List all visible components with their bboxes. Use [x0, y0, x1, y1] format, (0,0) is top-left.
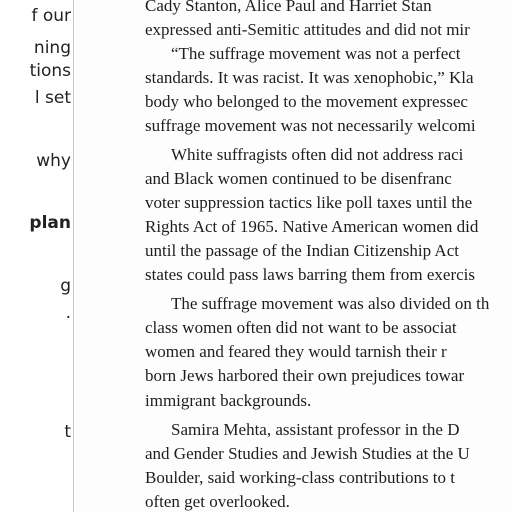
body-text-line: class women often did not want to be associat [145, 318, 457, 337]
left-page-line: why [36, 151, 71, 171]
body-text-line: born Jews harbored their own prejudices towar [145, 366, 465, 385]
body-text-line: voter suppression tactics like poll taxes until the [145, 193, 473, 212]
body-text-line: suffrage movement was not necessarily welcomi [145, 116, 476, 135]
paragraph-first-line: “The suffrage movement was not a perfect [171, 44, 461, 63]
body-text-line: women and feared they would tarnish their r [145, 342, 447, 361]
left-page-line: g [60, 276, 71, 296]
body-text-line: Cady Stanton, Alice Paul and Harriet Stan [145, 0, 432, 15]
paragraph-first-line: Samira Mehta, assistant professor in the D [171, 420, 460, 439]
body-text-line: expressed anti-Semitic attitudes and did not mir [145, 20, 470, 39]
body-text-line: standards. It was racist. It was xenophobic,” Kla [145, 68, 474, 87]
body-text-line: states could pass laws barring them from exercis [145, 265, 475, 284]
left-page-line: tions [29, 61, 71, 81]
body-text-line: until the passage of the Indian Citizenship Act [145, 241, 459, 260]
left-page-line: l set [34, 88, 71, 108]
paragraph-first-line: The suffrage movement was also divided on th [171, 294, 490, 313]
left-page-line: . [65, 303, 71, 323]
body-text-line: Boulder, said working-class contributions to t [145, 468, 456, 487]
body-text-line: Rights Act of 1965. Native American women did [145, 217, 479, 236]
left-page-line: ning [33, 38, 71, 58]
left-page-line: t [64, 422, 71, 442]
body-text-line: often get overlooked. [145, 492, 290, 511]
paragraph-first-line: White suffragists often did not address raci [171, 145, 464, 164]
right-page [74, 0, 512, 512]
body-text-line: and Gender Studies and Jewish Studies at the U [145, 444, 470, 463]
body-text-line: and Black women continued to be disenfranc [145, 169, 452, 188]
body-text-line: body who belonged to the movement expressec [145, 92, 468, 111]
left-page-line: f our [31, 6, 71, 26]
body-text-line: immigrant backgrounds. [145, 391, 312, 410]
left-page-line: plan [29, 213, 71, 233]
left-page [0, 0, 73, 512]
